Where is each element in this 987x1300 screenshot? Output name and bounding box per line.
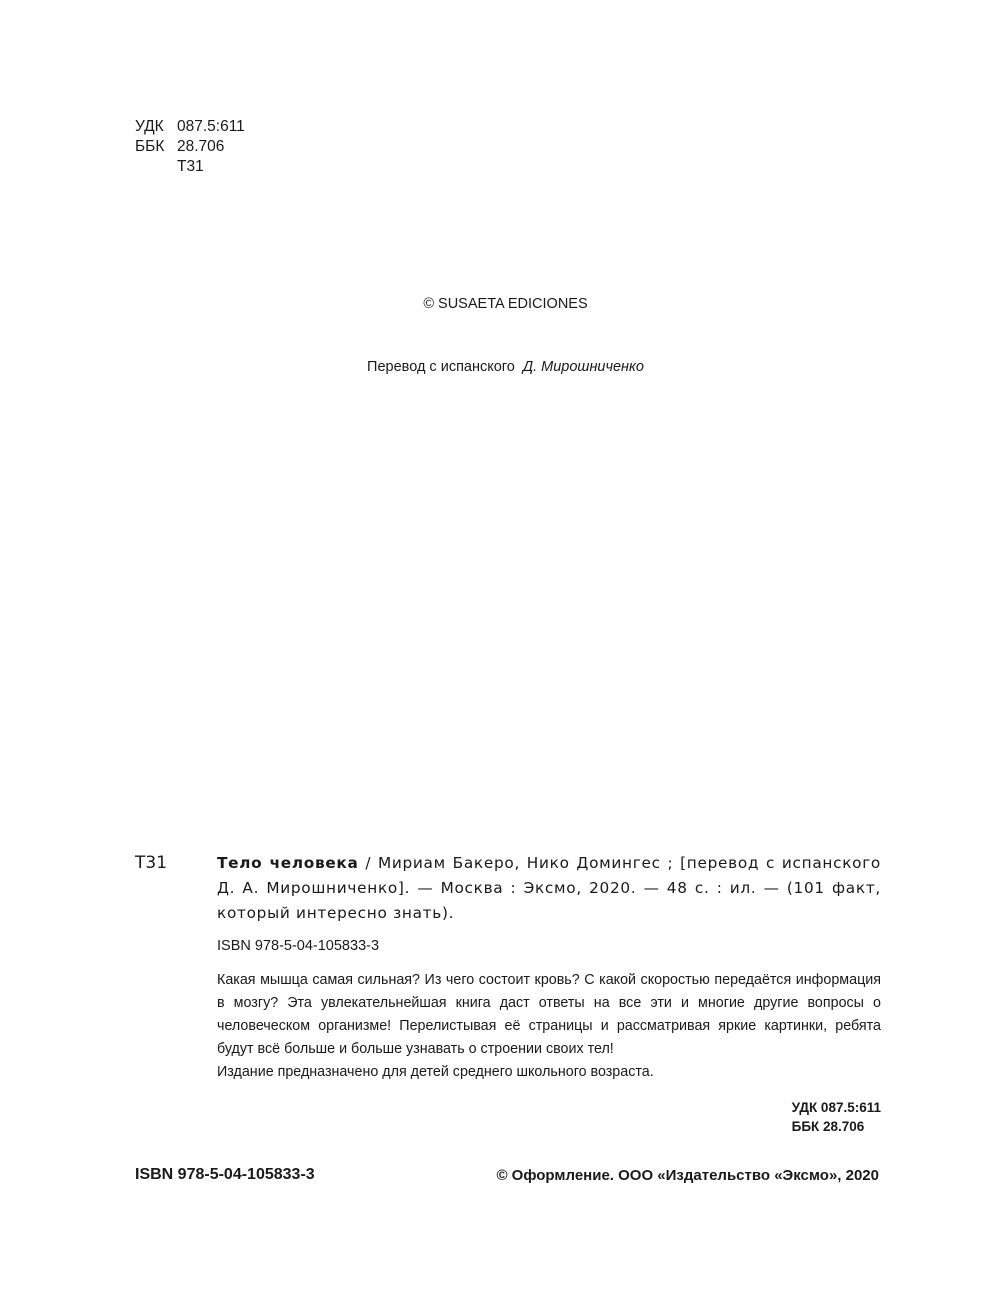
- bbk-bottom: ББК 28.706: [791, 1119, 865, 1134]
- author-mark-row: [135, 157, 245, 177]
- bibliographic-description: / Мириам Бакеро, Нико Домингес ; [перевод с испанского Д. А. Мирошниченко]. — Москва : Эксмо, 2020. — 48 с. : ил. — (101 факт, который интересно знать).: [217, 854, 881, 922]
- annotation: [217, 969, 881, 1084]
- annotation-text: Какая мышца самая сильная? Из чего состоит кровь? С какой скоростью передаётся информация в мозгу? Эта увлекательнейшая книга даст ответы на все эти и многие другие вопросы о человеческом организме! Перелистывая её страницы и рассматривая яркие картинки, ребята будут всё больше и больше узнавать о строении своих тел!: [217, 972, 881, 1057]
- bibliographic-code: Т31: [135, 853, 168, 873]
- audience-note: Издание предназначено для детей среднего школьного возраста.: [217, 1064, 654, 1080]
- author-mark: Т31: [177, 158, 204, 175]
- design-copyright: © Оформление. ООО «Издательство «Эксмо», 2020: [496, 1167, 879, 1184]
- udk-label: УДК: [135, 118, 164, 135]
- translator-name: Д. Мирошниченко: [522, 359, 644, 375]
- translation-text: Перевод с испанского: [367, 359, 515, 375]
- isbn-footer: ISBN 978-5-04-105833-3: [135, 1166, 315, 1183]
- udk-row: [135, 117, 245, 137]
- translation-credit: [0, 358, 987, 376]
- bibliographic-record: [217, 851, 881, 926]
- bbk-label: ББК: [135, 138, 165, 155]
- classification-block-top: [135, 117, 245, 177]
- udk-value: 087.5:611: [177, 118, 245, 135]
- book-title: Тело человека: [217, 854, 359, 872]
- bbk-row: [135, 137, 245, 157]
- bbk-value: 28.706: [177, 138, 225, 155]
- isbn-record: ISBN 978-5-04-105833-3: [217, 938, 380, 954]
- original-copyright: © SUSAETA EDICIONES: [423, 296, 588, 312]
- udk-bottom: УДК 087.5:611: [791, 1100, 881, 1115]
- classification-block-bottom: [792, 1098, 881, 1136]
